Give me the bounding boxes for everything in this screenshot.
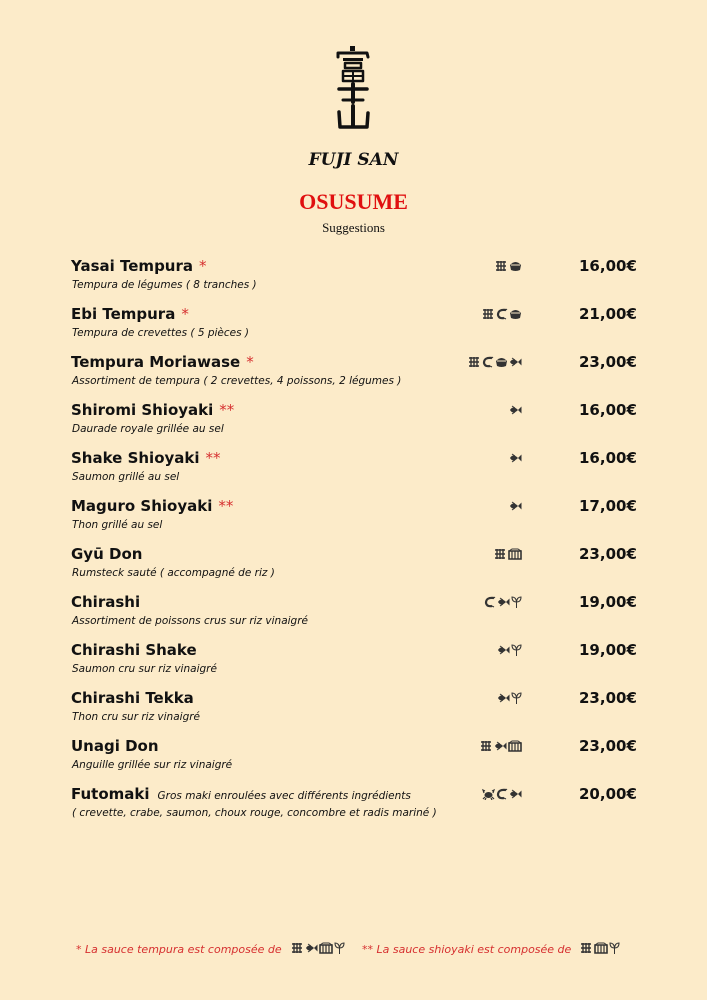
- sprout-icon: [511, 596, 522, 608]
- sauce-marker: *: [246, 353, 254, 371]
- item-description: Daurade royale grillée au sel: [72, 423, 224, 435]
- item-description: Saumon cru sur riz vinaigré: [72, 663, 217, 675]
- item-name: Tempura Moriawase: [71, 353, 241, 371]
- fish-icon: [305, 942, 318, 957]
- item-title: [71, 689, 194, 707]
- kanji-logo: [331, 44, 375, 132]
- item-title: [71, 497, 233, 515]
- ingredient-icons: [509, 451, 522, 465]
- shrimp-icon: [484, 596, 496, 608]
- bowl-icon: [509, 308, 522, 320]
- bowl-icon: [495, 356, 508, 368]
- item-name: Futomaki: [71, 785, 150, 803]
- soy-icon: [508, 548, 522, 560]
- item-title: [71, 353, 254, 371]
- item-name: Shake Shioyaki: [71, 449, 200, 467]
- item-description: Assortiment de tempura ( 2 crevettes, 4 poissons, 2 légumes ): [72, 375, 402, 387]
- menu-item: [0, 257, 707, 305]
- item-inline-description: Gros maki enroulées avec différents ingrédients: [157, 790, 411, 802]
- item-price: 17,00€: [579, 497, 637, 515]
- ingredient-icons: [467, 355, 522, 369]
- item-price: 19,00€: [579, 641, 637, 659]
- ingredient-icons: [509, 499, 522, 513]
- menu-item: [0, 401, 707, 449]
- section-title: OSUSUME: [299, 189, 408, 214]
- fish-icon: [509, 404, 522, 416]
- item-description: ( crevette, crabe, saumon, choux rouge, concombre et radis mariné ): [72, 807, 437, 819]
- item-title: [71, 593, 140, 611]
- item-name: Chirashi Shake: [71, 641, 197, 659]
- menu-item: [0, 497, 707, 545]
- menu-item: [0, 593, 707, 641]
- sprout-icon: [511, 692, 522, 704]
- fish-icon: [497, 596, 510, 608]
- menu-list: [0, 257, 707, 833]
- shrimp-icon: [496, 788, 508, 800]
- item-title: [71, 785, 411, 803]
- menu-item: [0, 305, 707, 353]
- vegetable-icon: [481, 308, 495, 320]
- ingredient-icons: [482, 787, 522, 801]
- item-price: 19,00€: [579, 593, 637, 611]
- item-name: Gyū Don: [71, 545, 143, 563]
- item-title: [71, 545, 142, 563]
- sprout-icon: [511, 644, 522, 656]
- fujisan-kanji-icon: [331, 44, 375, 132]
- ingredient-icons: [479, 739, 522, 753]
- menu-item: [0, 353, 707, 401]
- item-price: 16,00€: [579, 257, 637, 275]
- item-price: 21,00€: [579, 305, 637, 323]
- item-description: Thon grillé au sel: [72, 519, 163, 531]
- item-price: 20,00€: [579, 785, 637, 803]
- item-price: 16,00€: [579, 449, 637, 467]
- item-name: Ebi Tempura: [71, 305, 176, 323]
- item-description: Anguille grillée sur riz vinaigré: [72, 759, 233, 771]
- item-title: [71, 737, 159, 755]
- item-name: Chirashi: [71, 593, 141, 611]
- sauce-marker: *: [199, 257, 207, 275]
- sprout-icon: [609, 942, 620, 957]
- sauce-marker: **: [205, 449, 221, 467]
- menu-item: [0, 785, 707, 833]
- item-price: 23,00€: [579, 689, 637, 707]
- section-subtitle: Suggestions: [322, 220, 385, 235]
- fish-icon: [497, 692, 510, 704]
- vegetable-icon: [494, 260, 508, 272]
- item-name: Unagi Don: [71, 737, 159, 755]
- item-title: [71, 305, 189, 323]
- tempura-sauce-icons: [290, 942, 345, 957]
- fish-icon: [494, 740, 507, 752]
- tempura-sauce-note: [76, 942, 345, 957]
- item-name: Shiromi Shioyaki: [71, 401, 214, 419]
- item-description: Tempura de légumes ( 8 tranches ): [72, 279, 257, 291]
- vegetable-icon: [467, 356, 481, 368]
- item-title: [71, 449, 221, 467]
- vegetable-icon: [479, 740, 493, 752]
- item-name: Chirashi Tekka: [71, 689, 194, 707]
- menu-item: [0, 689, 707, 737]
- menu-item: [0, 641, 707, 689]
- soy-icon: [594, 942, 608, 957]
- item-title: [71, 641, 197, 659]
- item-price: 16,00€: [579, 401, 637, 419]
- fish-icon: [497, 644, 510, 656]
- shrimp-icon: [496, 308, 508, 320]
- item-name: Yasai Tempura: [71, 257, 193, 275]
- ingredient-icons: [497, 643, 522, 657]
- ingredient-icons: [497, 691, 522, 705]
- menu-item: [0, 737, 707, 785]
- sauce-marker: **: [218, 497, 234, 515]
- shioyaki-sauce-text: ** La sauce shioyaki est composée de: [362, 943, 572, 956]
- fish-icon: [509, 788, 522, 800]
- item-title: [71, 257, 207, 275]
- fish-icon: [509, 452, 522, 464]
- item-name: Maguro Shioyaki: [71, 497, 213, 515]
- fish-icon: [509, 356, 522, 368]
- bowl-icon: [509, 260, 522, 272]
- item-price: 23,00€: [579, 545, 637, 563]
- item-price: 23,00€: [579, 353, 637, 371]
- vegetable-icon: [579, 942, 593, 957]
- ingredient-icons: [493, 547, 522, 561]
- menu-item: [0, 545, 707, 593]
- shrimp-icon: [482, 356, 494, 368]
- vegetable-icon: [290, 942, 304, 957]
- item-description: Saumon grillé au sel: [72, 471, 180, 483]
- item-description: Assortiment de poissons crus sur riz vinaigré: [72, 615, 308, 627]
- shioyaki-sauce-note: [362, 942, 620, 957]
- shioyaki-sauce-icons: [579, 942, 620, 957]
- item-description: Tempura de crevettes ( 5 pièces ): [72, 327, 250, 339]
- soy-icon: [508, 740, 522, 752]
- sauce-marker: **: [219, 401, 235, 419]
- ingredient-icons: [509, 403, 522, 417]
- crab-icon: [482, 788, 495, 800]
- item-description: Rumsteck sauté ( accompagné de riz ): [72, 567, 275, 579]
- sauce-marker: *: [181, 305, 189, 323]
- fish-icon: [509, 500, 522, 512]
- tempura-sauce-text: * La sauce tempura est composée de: [76, 943, 282, 956]
- item-description: Thon cru sur riz vinaigré: [72, 711, 201, 723]
- ingredient-icons: [481, 307, 522, 321]
- soy-icon: [319, 942, 333, 957]
- item-price: 23,00€: [579, 737, 637, 755]
- footer-notes: [0, 942, 707, 960]
- menu-item: [0, 449, 707, 497]
- item-title: [71, 401, 234, 419]
- sprout-icon: [334, 942, 345, 957]
- ingredient-icons: [484, 595, 522, 609]
- vegetable-icon: [493, 548, 507, 560]
- ingredient-icons: [494, 259, 522, 273]
- restaurant-name: FUJI SAN: [308, 150, 399, 170]
